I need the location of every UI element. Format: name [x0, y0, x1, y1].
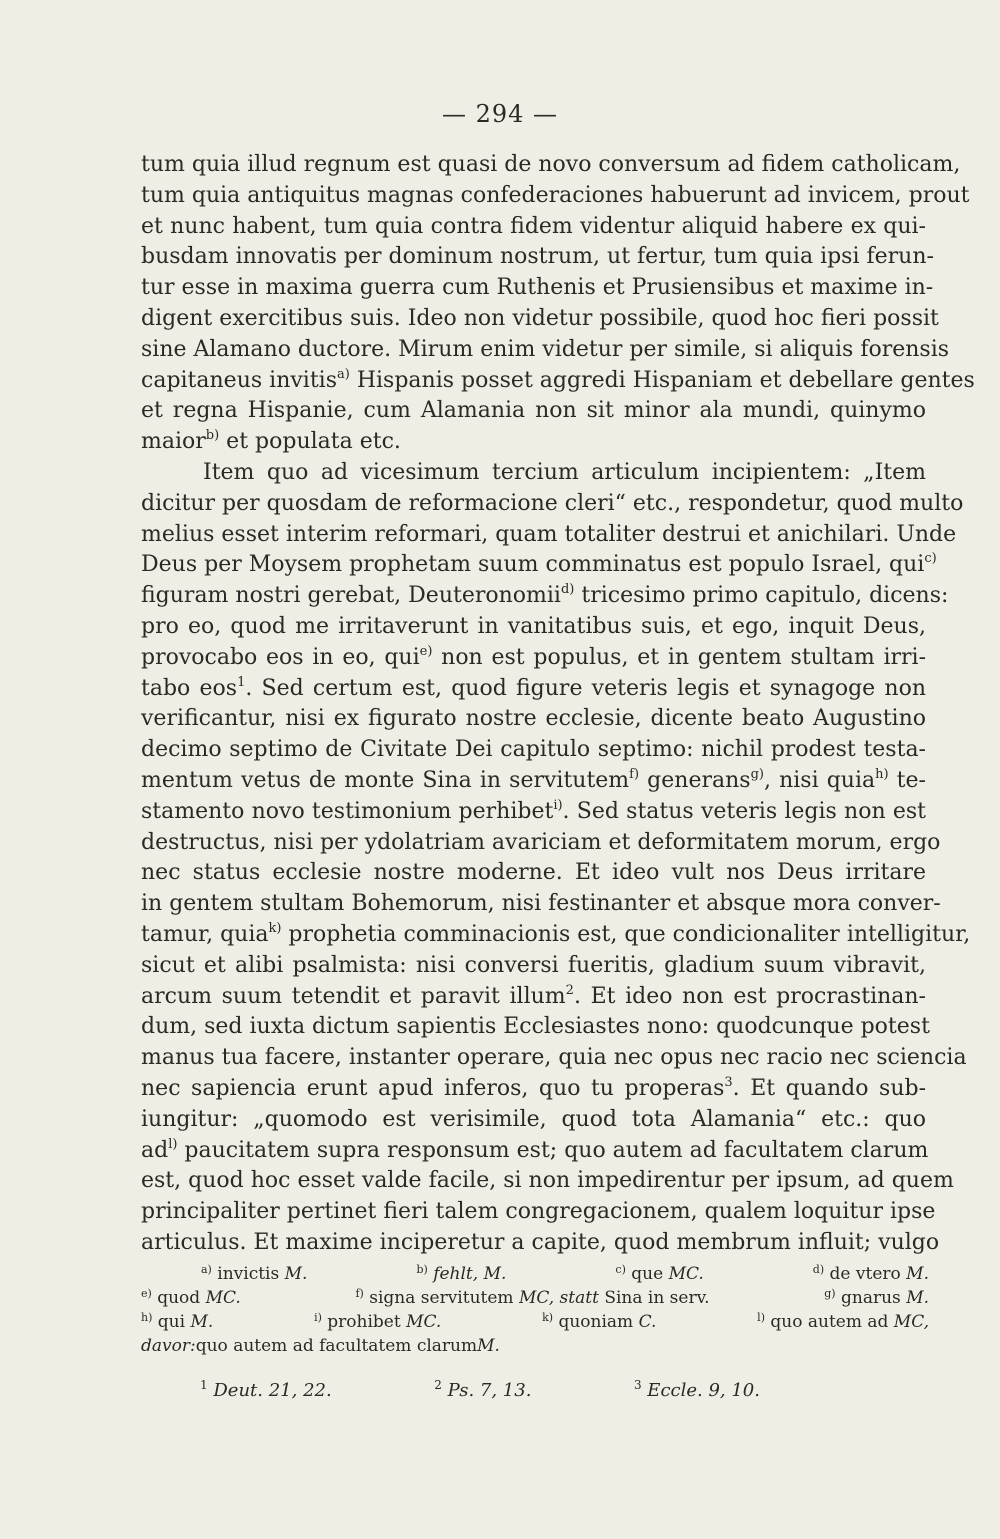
footnote-marker: f)	[629, 766, 640, 782]
text-line	[141, 766, 926, 797]
text-line: iungitur: „quomodo est verisimile, quod tota Alamania“ etc.: quo	[141, 1106, 926, 1132]
text-segment: prophetia comminacionis est, que condicionaliter intelligitur,	[281, 921, 971, 947]
text-line: dum, sed iuxta dictum sapientis Ecclesiastes nono: quodcunque potest	[141, 1014, 930, 1040]
footnote-mark: k)	[542, 1311, 554, 1324]
footnote-mark: h)	[141, 1311, 153, 1324]
footnote-a	[201, 1262, 307, 1286]
footnote-mark: c)	[615, 1263, 626, 1276]
text-line: nec status ecclesie nostre moderne. Et ideo vult nos Deus irritare	[141, 860, 926, 886]
footnote-text: prohibet	[321, 1312, 407, 1332]
footnote-mark: d)	[812, 1263, 825, 1276]
text-segment: . Et quando sub-	[732, 1075, 927, 1101]
footnote-marker: i)	[553, 797, 563, 813]
reference-text: Deut. 21, 22.	[207, 1380, 332, 1401]
footnote-marker: g)	[750, 766, 764, 782]
text-line: melius esset interim reformari, quam totaliter destrui et anichilari. Unde	[141, 521, 957, 547]
text-line	[141, 674, 926, 705]
footnote-source: MC.	[205, 1288, 241, 1308]
reference-2	[434, 1380, 531, 1401]
footnote-marker: 3	[724, 1074, 733, 1090]
footnote-f	[355, 1286, 709, 1310]
text-line	[141, 581, 949, 612]
text-segment: mentum vetus de monte Sina in servitutem	[141, 767, 630, 793]
text-segment: arcum suum tetendit et paravit illum	[141, 983, 566, 1009]
text-line: principaliter pertinet fieri talem congregacionem, qualem loquitur ipse	[141, 1199, 936, 1225]
text-line	[141, 550, 937, 581]
text-segment: stamento novo testimonium perhibet	[141, 798, 554, 824]
footnote-row-3	[141, 1310, 929, 1334]
reference-text: Eccle. 9, 10.	[641, 1380, 760, 1401]
footnote-c	[615, 1262, 703, 1286]
text-segment: paucitatem supra responsum est; quo autem ad facultatem clarum	[177, 1137, 929, 1163]
footnote-text: gnarus	[835, 1288, 907, 1308]
footnote-mark: l)	[757, 1311, 765, 1324]
footnote-text: signa servitutem	[363, 1288, 519, 1308]
footnote-source: MC.	[668, 1264, 704, 1284]
footnote-text: qui	[152, 1312, 191, 1332]
text-segment: ad	[141, 1137, 169, 1163]
footnote-marker: d)	[560, 582, 575, 598]
text-line	[141, 1074, 926, 1105]
text-line: tum quia antiquitus magnas confederaciones habuerunt ad invicem, prout	[141, 182, 970, 208]
text-line	[141, 366, 975, 397]
footnote-e	[141, 1286, 241, 1310]
text-segment: tamur, quia	[141, 921, 269, 947]
text-segment: et populata etc.	[219, 429, 401, 455]
source-references	[200, 1380, 760, 1401]
text-line: sine Alamano ductore. Mirum enim videtur per simile, si aliquis forensis	[141, 336, 950, 362]
text-line: verificantur, nisi ex figurato nostre ecclesie, dicente beato Augustino	[141, 706, 926, 732]
footnote-d	[813, 1262, 929, 1286]
text-line: dicitur per quosdam de reformacione cleri“ etc., respondetur, quod multo	[141, 490, 964, 516]
footnote-text: quo autem ad	[764, 1312, 894, 1332]
footnote-source: M.	[190, 1312, 214, 1332]
text-segment: generans	[639, 767, 751, 793]
footnote-text: de vtero	[824, 1264, 907, 1284]
footnote-h	[141, 1310, 213, 1334]
reference-text: Ps. 7, 13.	[441, 1380, 532, 1401]
footnote-source: M.	[906, 1264, 929, 1284]
text-segment: . Sed certum est, quod figure veteris legis et synagoge non	[245, 675, 926, 701]
text-segment: tabo eos	[141, 675, 238, 701]
text-line: destructus, nisi per ydolatriam avariciam et deformitatem morum, ergo	[141, 829, 941, 855]
text-line: tur esse in maxima guerra cum Ruthenis et Prusiensibus et maxime in-	[141, 275, 934, 301]
reference-1	[200, 1380, 332, 1401]
text-line: et nunc habent, tum quia contra fidem videntur aliquid habere ex qui-	[141, 213, 926, 239]
footnote-row-2	[141, 1286, 929, 1310]
footnote-marker: e)	[419, 643, 433, 659]
footnote-marker: 1	[237, 674, 246, 690]
footnote-lead: davor:	[141, 1336, 196, 1356]
footnote-marker: a)	[337, 366, 350, 382]
footnote-mark: f)	[355, 1287, 364, 1300]
reference-number: 3	[633, 1378, 642, 1392]
footnote-source: MC, statt	[518, 1288, 599, 1308]
text-segment: , nisi quia	[763, 767, 876, 793]
footnote-text: quod	[151, 1288, 206, 1308]
footnote-mark: i)	[314, 1311, 322, 1324]
text-segment: Hispanis posset aggredi Hispaniam et debellare gentes	[349, 367, 975, 393]
footnote-source: MC.	[406, 1312, 442, 1332]
footnote-g	[824, 1286, 929, 1310]
critical-apparatus	[141, 1262, 929, 1358]
reference-number: 1	[200, 1378, 208, 1392]
main-text	[141, 150, 975, 1259]
footnote-marker: b)	[205, 428, 220, 444]
text-segment: nec sapiencia erunt apud inferos, quo tu properas	[141, 1075, 725, 1101]
footnote-row-4	[141, 1334, 929, 1358]
footnote-source: MC,	[893, 1312, 929, 1332]
text-segment: non est populus, et in gentem stultam irri-	[432, 644, 927, 670]
text-segment: capitaneus invitis	[141, 367, 337, 393]
text-line	[141, 643, 926, 674]
footnote-mark: a)	[201, 1263, 212, 1276]
footnote-text: invictis	[211, 1264, 285, 1284]
text-segment: . Et ideo non est procrastinan-	[573, 983, 926, 1009]
text-line: manus tua facere, instanter operare, quia nec opus nec racio nec sciencia	[141, 1045, 967, 1071]
text-segment: . Sed status veteris legis non est	[562, 798, 926, 824]
text-segment: tricesimo primo capitulo, dicens:	[574, 583, 949, 609]
text-segment: maior	[141, 429, 206, 455]
footnote-tail: Sina in serv.	[598, 1288, 710, 1308]
paragraph-2	[141, 458, 971, 1259]
footnote-marker: c)	[924, 551, 937, 567]
reference-number: 2	[434, 1378, 442, 1392]
text-line	[141, 1136, 929, 1167]
reference-3	[634, 1380, 760, 1401]
footnote-l	[757, 1310, 929, 1334]
footnote-source: M.	[906, 1288, 929, 1308]
footnote-source: fehlt, M.	[433, 1264, 507, 1284]
text-line: pro eo, quod me irritaverunt in vanitatibus suis, et ego, inquit Deus,	[141, 613, 926, 639]
text-line: busdam innovatis per dominum nostrum, ut fertur, tum quia ipsi ferun-	[141, 244, 934, 270]
text-line: est, quod hoc esset valde facile, si non impedirentur per ipsum, ad quem	[141, 1168, 954, 1194]
footnote-marker: 2	[565, 982, 574, 998]
footnote-b	[416, 1262, 506, 1286]
footnote-mark: b)	[416, 1263, 428, 1276]
text-line	[141, 920, 971, 951]
text-line: sicut et alibi psalmista: nisi conversi fueritis, gladium suum vibravit,	[141, 952, 926, 978]
footnote-marker: h)	[875, 766, 889, 782]
text-line: in gentem stultam Bohemorum, nisi festinanter et absque mora conver-	[141, 891, 941, 917]
footnote-text: quo autem ad facultatem clarum	[195, 1336, 478, 1356]
text-segment: te-	[888, 767, 926, 793]
text-line	[141, 797, 926, 828]
text-line: tum quia illud regnum est quasi de novo conversum ad fidem catholicam,	[141, 152, 961, 177]
footnote-k	[542, 1310, 656, 1334]
text-line: et regna Hispanie, cum Alamania non sit minor ala mundi, quinymo	[141, 398, 926, 424]
page-number: — 294 —	[441, 100, 559, 128]
text-segment: provocabo eos in eo, qui	[141, 644, 420, 670]
footnote-marker: l)	[168, 1136, 178, 1152]
footnote-text: quoniam	[553, 1312, 639, 1332]
text-segment: Deus per Moysem prophetam suum comminatus est populo Israel, qui	[141, 552, 925, 578]
footnote-mark: g)	[824, 1287, 836, 1300]
footnote-i	[314, 1310, 441, 1334]
text-line	[141, 982, 926, 1013]
footnote-text: que	[625, 1264, 669, 1284]
footnote-source: M.	[477, 1336, 500, 1356]
text-line: Item quo ad vicesimum tercium articulum incipientem: „Item	[203, 459, 926, 485]
footnote-mark: e)	[141, 1287, 152, 1300]
text-line: articulus. Et maxime inciperetur a capite, quod membrum influit; vulgo	[141, 1229, 940, 1255]
text-line: decimo septimo de Civitate Dei capitulo septimo: nichil prodest testa-	[141, 737, 926, 763]
footnote-source: C.	[638, 1312, 657, 1332]
text-line: digent exercitibus suis. Ideo non videtur possibile, quod hoc fieri possit	[141, 305, 939, 331]
footnote-source: M.	[284, 1264, 308, 1284]
text-segment: figuram nostri gerebat, Deuteronomii	[141, 583, 561, 609]
text-line	[141, 427, 926, 458]
footnote-row-1	[141, 1262, 929, 1286]
paragraph-1	[141, 150, 975, 458]
footnote-marker: k)	[268, 920, 282, 936]
